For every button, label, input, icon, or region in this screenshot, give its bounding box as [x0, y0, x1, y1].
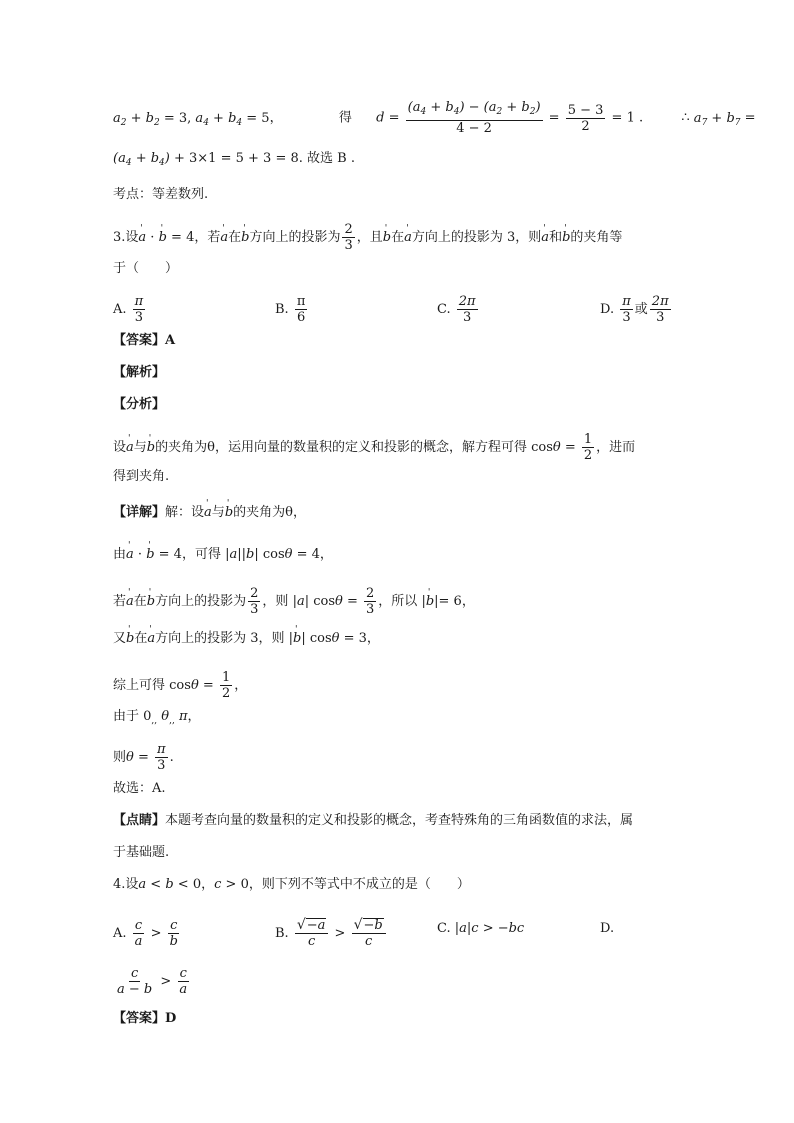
- dianjing-line-1: 【点睛】本题考查向量的数量积的定义和投影的概念，考查特殊角的三角函数值的求法，属: [113, 813, 634, 828]
- step-1-line: 由' a · ' b = 4，可得 |a||b| cosθ = 4，: [113, 544, 681, 566]
- guxuan-line: 故选：A.: [113, 781, 166, 796]
- step-3-line: 又' b在' a方向上的投影为 3，则 |' b| cosθ = 3，: [113, 628, 681, 650]
- solution-line-2: $(a_4 + b_4) + 3\times 1 = 5 + 3 = 8$. 故选 B .: [113, 151, 355, 168]
- q3-option-a[interactable]: A. $\frac{\pi}{3}$: [113, 294, 144, 325]
- q4-option-d[interactable]: D.: [600, 921, 615, 936]
- question-3-line-1: 3.设' a · ' b = 4，若' a在' b方向上的投影为 $\frac{2}{3}$ ，且' b在' a方向上的投影为 3，则' a和' b的夹角等: [113, 222, 681, 253]
- q3-option-d[interactable]: D. $\frac{\pi}{3}$ 或 $\frac{2\pi}{3}$: [600, 294, 669, 325]
- step-5-line: 由于 $0_{,,}$ $\theta_{,,}$ π，: [113, 709, 201, 726]
- fenxi-text-line-1: 设' a与' b的夹角为θ，运用向量的数量积的定义和投影的概念，解方程可得 cosθ = $\frac{1}{2}$ ，进而: [113, 432, 681, 463]
- question-3-line-2: 于（ ）: [113, 261, 179, 276]
- de-text: 得: [338, 110, 352, 126]
- step-4-line: 综上可得 cosθ = $\frac{1}{2}$ ，: [113, 670, 248, 701]
- choose-b-text: . 故选 B .: [298, 151, 355, 166]
- q3-option-c[interactable]: C. $\frac{2\pi}{3}$: [437, 294, 476, 325]
- q4-option-d-formula: $\frac{c}{a - b}$ > $\frac{c}{a}$: [117, 966, 188, 997]
- fenxi-text-line-2: 得到夹角.: [113, 469, 170, 484]
- step-6-line: 则θ = $\frac{\pi}{3}$ .: [113, 742, 174, 773]
- q3-option-b[interactable]: B. $\frac{\pi}{6}$: [275, 294, 306, 325]
- answer-a-line: 【答案】A: [113, 333, 176, 348]
- answer-d-line: 【答案】D: [113, 1011, 177, 1026]
- q4-option-b[interactable]: B. √ −a c > √ −b c: [275, 918, 388, 949]
- kaodian-line: 考点：等差数列.: [113, 187, 209, 202]
- question-4-line: 4.设a < b < 0，c > 0，则下列不等式中不成立的是（ ）: [113, 877, 470, 892]
- fenxi-heading: 【分析】: [113, 397, 166, 412]
- dianjing-line-2: 于基础题.: [113, 845, 170, 860]
- xiangjie-line: 【详解】解：设' a与' b的夹角为θ，: [113, 502, 681, 524]
- q4-option-c[interactable]: C. |a|c > −bc: [437, 921, 525, 936]
- q4-option-a[interactable]: A. $\frac{c}{a}$ > $\frac{c}{b}$: [113, 918, 178, 949]
- step-2-line: 若' a在' b方向上的投影为 $\frac{2}{3}$ ，则 |a| cosθ = $\frac{2}{3}$ ，所以 |' b|= 6，: [113, 586, 681, 617]
- solution-line-1: $a_2 + b_2 = 3$, $a_4 + b_4 = 5$， 得 d = $\frac{(a_4 + b_4) - (a_2 + b_2)}{4 - 2}$ = $\frac{5 - 3}{2}$ = 1 . ∴ $a_7 + b_7$ =: [113, 100, 756, 136]
- jiexi-heading: 【解析】: [113, 365, 166, 380]
